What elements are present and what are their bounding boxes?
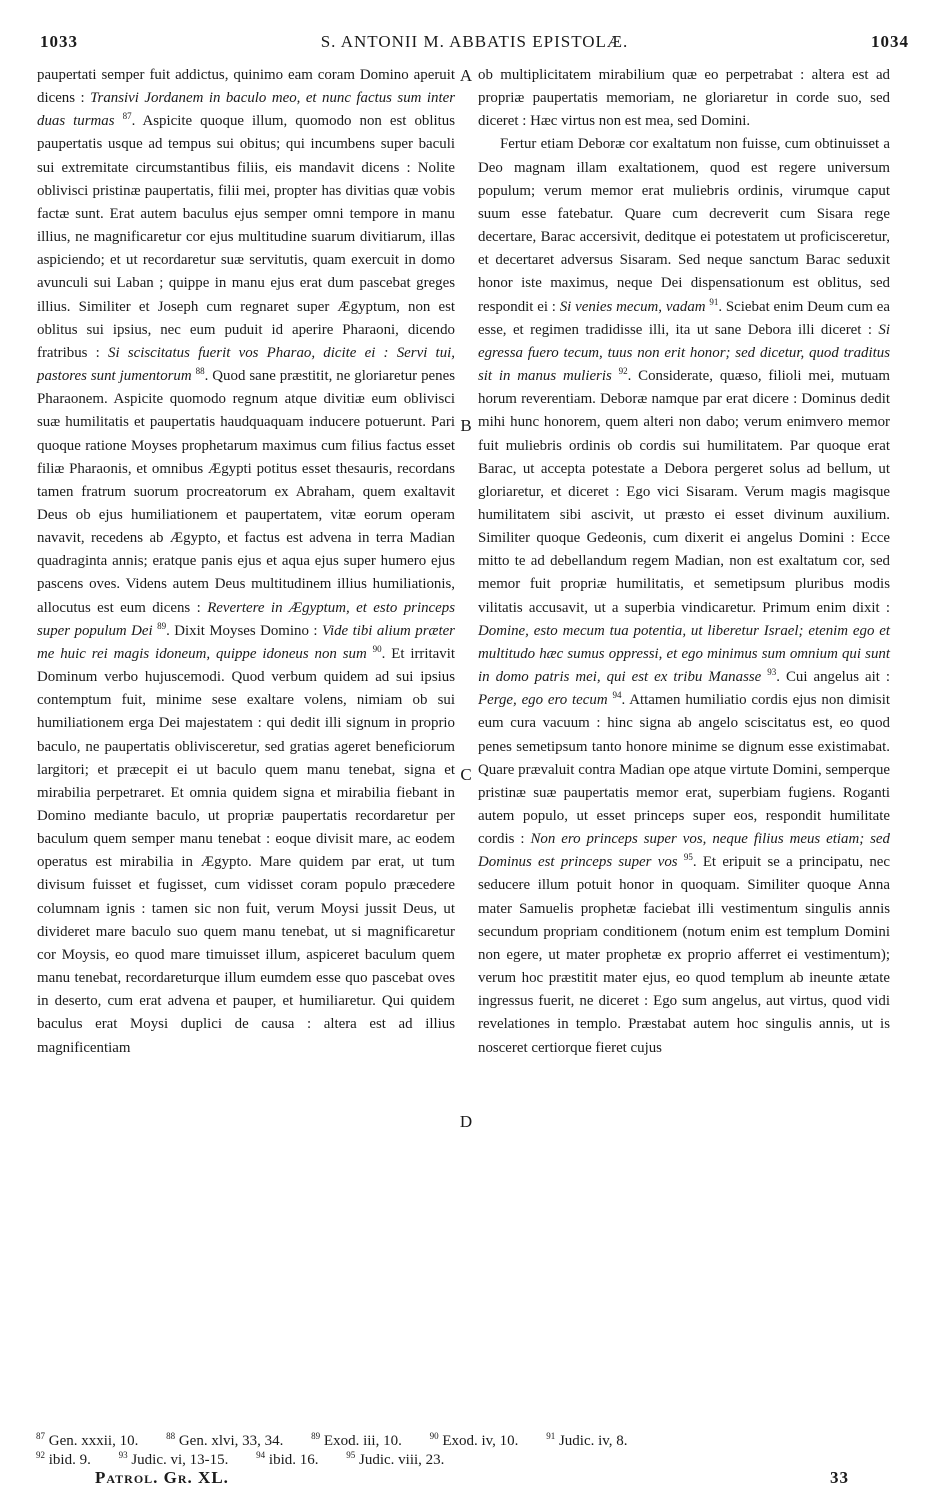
left-paragraph bbox=[37, 64, 455, 1060]
footnote-ref: 89 bbox=[157, 620, 167, 631]
column-number-left: 1033 bbox=[40, 32, 78, 51]
right-paragraph: ob multiplicitatem mirabilium quæ eo perpetrabat : altera est ad propriæ paupertatis memoriam, ne gloriaretur in corde suo, sed diceret : Hæc virtus non est mea, sed Domini. bbox=[478, 67, 890, 130]
footnote-ref: 95 bbox=[683, 852, 693, 863]
column-number-right: 1034 bbox=[871, 32, 909, 51]
footnote-number: 93 bbox=[118, 1450, 128, 1460]
series-signature: Patrol. Gr. XL. bbox=[95, 1468, 229, 1487]
footnote-row bbox=[36, 1432, 909, 1451]
footnote-ref-text: Judic. vi, 13-15. bbox=[131, 1452, 229, 1468]
text-run: Fertur etiam Deboræ cor exaltatum non fuisse, cum obtinuisset a Deo magnam illam exaltationem, quod est regere universum populum; verum memor erat muliebris ordinis, virumque caput suum esse fatebatur. Quare cum decreverit cum Sisara rege decertare, Barac accersivit, deditque ei potestatem ut proficisceretur, et decertaret adversus Sisaram. Sed neque sanctum Barac seduxit honor iste maximus, neque Dei dispensationum est oblitus, sed respondit ei : bbox=[478, 136, 890, 315]
page-header bbox=[40, 28, 909, 58]
scripture-quote: Revertere in Ægyptum, et esto princeps super populum Dei bbox=[37, 599, 455, 639]
footnote-ref-text: Exod. iv, 10. bbox=[442, 1433, 519, 1449]
footnote bbox=[346, 1452, 444, 1468]
footnote-ref: 87 bbox=[122, 111, 132, 122]
footnote-ref-text: Gen. xxxii, 10. bbox=[48, 1433, 139, 1449]
text-run: . Quod sane præstitit, ne gloriaretur penes Pharaonem. Aspicite quomodo regnum atque divitiæ eum oblivisci suæ humilitatis et paupertatis haudquaquam inducere potuerunt. Pari quoque ratione Moyses prophetarum maximus cum filius factus esset filiæ Pharaonis, et omnibus Ægypti potitus esset thesauris, recordans tamen fratrum suorum procreatorum ex Abraham, quem exaltavit Deus ob ejus humiliationem et paupertatem, vitæ eorum operam navavit, recedens ab Ægypto, et factus est advena in terra Madian quadraginta annis; eratque panis ejus et aqua ejus super humero ejus pascens oves. Videns autem Deus multitudinem illius humiliationis, allocutus est eum dicens : bbox=[37, 368, 455, 616]
text-run: . Sciebat enim Deum cum ea esse, et regimen tradidisse illi, ita ut sane Debora illi diceret : bbox=[478, 298, 890, 338]
footnote-ref: 88 bbox=[195, 366, 205, 377]
footnote-number: 87 bbox=[36, 1431, 45, 1441]
footnote bbox=[166, 1433, 283, 1449]
footnote-ref: 93 bbox=[767, 667, 777, 678]
footnote bbox=[311, 1433, 402, 1449]
footnote-ref: 92 bbox=[618, 366, 628, 377]
scripture-quote: Non ero princeps super vos, neque filius meus etiam; sed Dominus est princeps super vos bbox=[478, 831, 890, 871]
scripture-quote: Si egressa fuero tecum, tuus non erit honor; sed dicetur, quod traditus sit in manus mulieris bbox=[478, 321, 890, 385]
scripture-quote: Si sciscitatus fuerit vos Pharao, dicite ei : Servi tui, pastores sunt jumentorum bbox=[37, 344, 455, 385]
footnote bbox=[256, 1452, 318, 1468]
text-run: . Et irritavit Dominum verbo hujuscemodi. Quod verbum quidem ad sui ipsius contemptum fuit, minime sese exaltare volens, nimiam ob sui humiliationem erga Dei majestatem : qui dedit illi signum in proprio baculo, ne paupertatis oblivisceretur, sed gratias ageret beneficiorum largitori; et præcepit ei ut baculo quem manu tenebat, signa et mirabilia perpetraret. Et omnia quidem signa et mirabilia fiebant in Domino mediante baculo, ut propriæ paupertatis recordaretur per baculum quem semper manu tenebat : eoque divisit mare, ac eodem operatus est mirabilia in Ægypto. Mare quidem par erat, ut tum divisum fuisset et fugisset, cum vidisset coram populo præcedere columnam ignis : tamen sic non fuit, verum Moysi jussit Deus, ut divideret mare baculo suo quem manu tenebat, ut si magnificaretur cor Moysis, eo quod mare timuisset illum, aspiceret baculum quem manu tenebat, recordareturque illum eumdem esse quo pascebat oves in deserto, cum erat advena et pauper, et humiliaretur. Qui quidem baculus erat Moysi duplici de causa : altera est ad illius magnificentiam bbox=[37, 645, 455, 1056]
footnote-number: 94 bbox=[256, 1450, 266, 1460]
text-run: . Attamen humiliatio cordis ejus non dimisit eum cura vacuum : hinc signa ab angelo sciscitatus est, eo quod penes semetipsum tanto honore minime se dignum esse existimabat. Quare prævaluit contra Madian ope atque virtute Domini, semperque pristinæ suæ paupertatis memor erat, superbiam fugiens. Roganti autem populo, ut esset princeps super eos, respondit humilitate cordis : bbox=[478, 692, 890, 848]
scripture-quote: Vide tibi alium præter me huic rei magis idoneum, quippe idoneus non sum bbox=[37, 622, 455, 662]
footnote-number: 91 bbox=[546, 1431, 556, 1441]
scripture-quote: Si venies mecum, vadam bbox=[559, 298, 706, 315]
footnote-ref: 94 bbox=[612, 690, 622, 701]
text-run: paupertati semper fuit addictus, quinimo eam coram Domino aperuit dicens : bbox=[37, 67, 455, 107]
footnote-ref-text: Judic. iv, 8. bbox=[558, 1433, 628, 1449]
footnote-number: 88 bbox=[166, 1431, 176, 1441]
margin-marker-b: B bbox=[460, 416, 472, 435]
scripture-quote: Perge, ego ero tecum bbox=[478, 692, 608, 709]
footnote bbox=[36, 1452, 91, 1468]
footnote-ref-text: Judic. viii, 23. bbox=[359, 1452, 445, 1468]
footnote-ref-text: Exod. iii, 10. bbox=[323, 1433, 402, 1449]
scripture-quote: Domine, esto mecum tua potentia, ut liberetur Israel; etenim ego et multitudo hæc sumus oppressi, et ego minimus sum omnium qui sunt in domo patris mei, qui est ex tribu Manasse bbox=[478, 622, 890, 686]
text-run: . Considerate, quæso, filioli mei, mutuam horum reverentiam. Deboræ namque par erat dicere : Dominus dedit mihi hunc honorem, quem alteri non dabo; verum enimvero memor fuit muliebris ordinis ob cordis sui humilitatem. Par quoque erat Barac, ut accepta potestate a Debora pergeret solus ad bellum, ut gloriaretur, et diceret : Ego vici Sisaram. Verum magis magisque humilitatem sibi ascivit, ut præsto ei esset divinum auxilium. Similiter quoque Gedeonis, cum dixerit ei angelus Domini : Ecce mitto te ad debellandum regem Madian, non est exaltatum cor, sed memor fuit propriæ humilitatis, et semetipsum pluribus modis vilitatis accusavit, ut a superbia vindicaretur. Primum enim dixit : bbox=[478, 368, 890, 616]
footnote-ref-text: ibid. 9. bbox=[48, 1452, 91, 1468]
footnote bbox=[546, 1433, 627, 1449]
scripture-quote: Transivi Jordanem in baculo meo, et nunc factus sum inter duas turmas bbox=[37, 90, 456, 130]
footnote bbox=[36, 1433, 138, 1449]
text-run: . Aspicite quoque illum, quomodo non est oblitus paupertatis usque ad tempus sui obitus; qui incumbens super baculi sui extremitate circumstantibus filiis, eis mandavit dicens : Nolite oblivisci pristinæ paupertatis, filii mei, propter has divitias quæ vobis factæ sunt. Erat autem baculus ejus semper omni tempore in manu illius, ne magnificaretur cor ejus multitudine suarum divitiarum, illas aspiciendo; et ut recordaretur suæ servitutis, quam exercuit in domo avunculi sui Laban ; quippe in manu ejus erat dum pascebat greges illius. Similiter et Joseph cum regnaret super Ægyptum, non est oblitus sui ipsius, nec eum puduit id aperire Pharaoni, dicendo fratribus : bbox=[37, 113, 455, 361]
right-column bbox=[478, 64, 890, 1060]
text-run: . Cui angelus ait : bbox=[776, 669, 890, 686]
text-run: . Et eripuit se a principatu, nec seducere illum potuit honor in quoquam. Similiter quoque Anna mater Samuelis prophetæ faciebat illi vestimentum singulis annis secundum propriam conditionem (notum enim est templum Domini non egere, ut mater prophetæ ex proprio afferret ei vestimentum); verum hoc præstitit mater ejus, eo quod templum ab ineunte ætate ingressus fuerit, ne diceret : Ego sum angelus, aut virtus, quod vidi revelationes in templo. Præstabat autem hoc singulis annis, ut is nosceret certiorque fieret cujus bbox=[478, 854, 890, 1056]
footnote-ref: 91 bbox=[709, 296, 719, 307]
footnote-number: 95 bbox=[346, 1450, 356, 1460]
footnote-number: 90 bbox=[429, 1431, 439, 1441]
left-column bbox=[37, 64, 455, 1060]
footnote-ref-text: Gen. xlvi, 33, 34. bbox=[178, 1433, 284, 1449]
right-paragraph bbox=[478, 133, 890, 1059]
footnote-number: 92 bbox=[36, 1450, 45, 1460]
footnote bbox=[119, 1452, 229, 1468]
footnotes bbox=[36, 1432, 909, 1470]
footnote-ref-text: ibid. 16. bbox=[268, 1452, 319, 1468]
footnote bbox=[430, 1433, 519, 1449]
footnote-number: 89 bbox=[311, 1431, 321, 1441]
margin-marker-d: D bbox=[459, 1112, 473, 1131]
text-run: . Dixit Moyses Domino : bbox=[166, 622, 322, 639]
margin-marker-a: A bbox=[459, 66, 473, 85]
footnote-ref: 90 bbox=[372, 643, 382, 654]
running-title: S. ANTONII M. ABBATIS EPISTOLÆ. bbox=[320, 32, 629, 51]
margin-marker-c: C bbox=[460, 765, 472, 784]
signature-number: 33 bbox=[830, 1468, 849, 1487]
